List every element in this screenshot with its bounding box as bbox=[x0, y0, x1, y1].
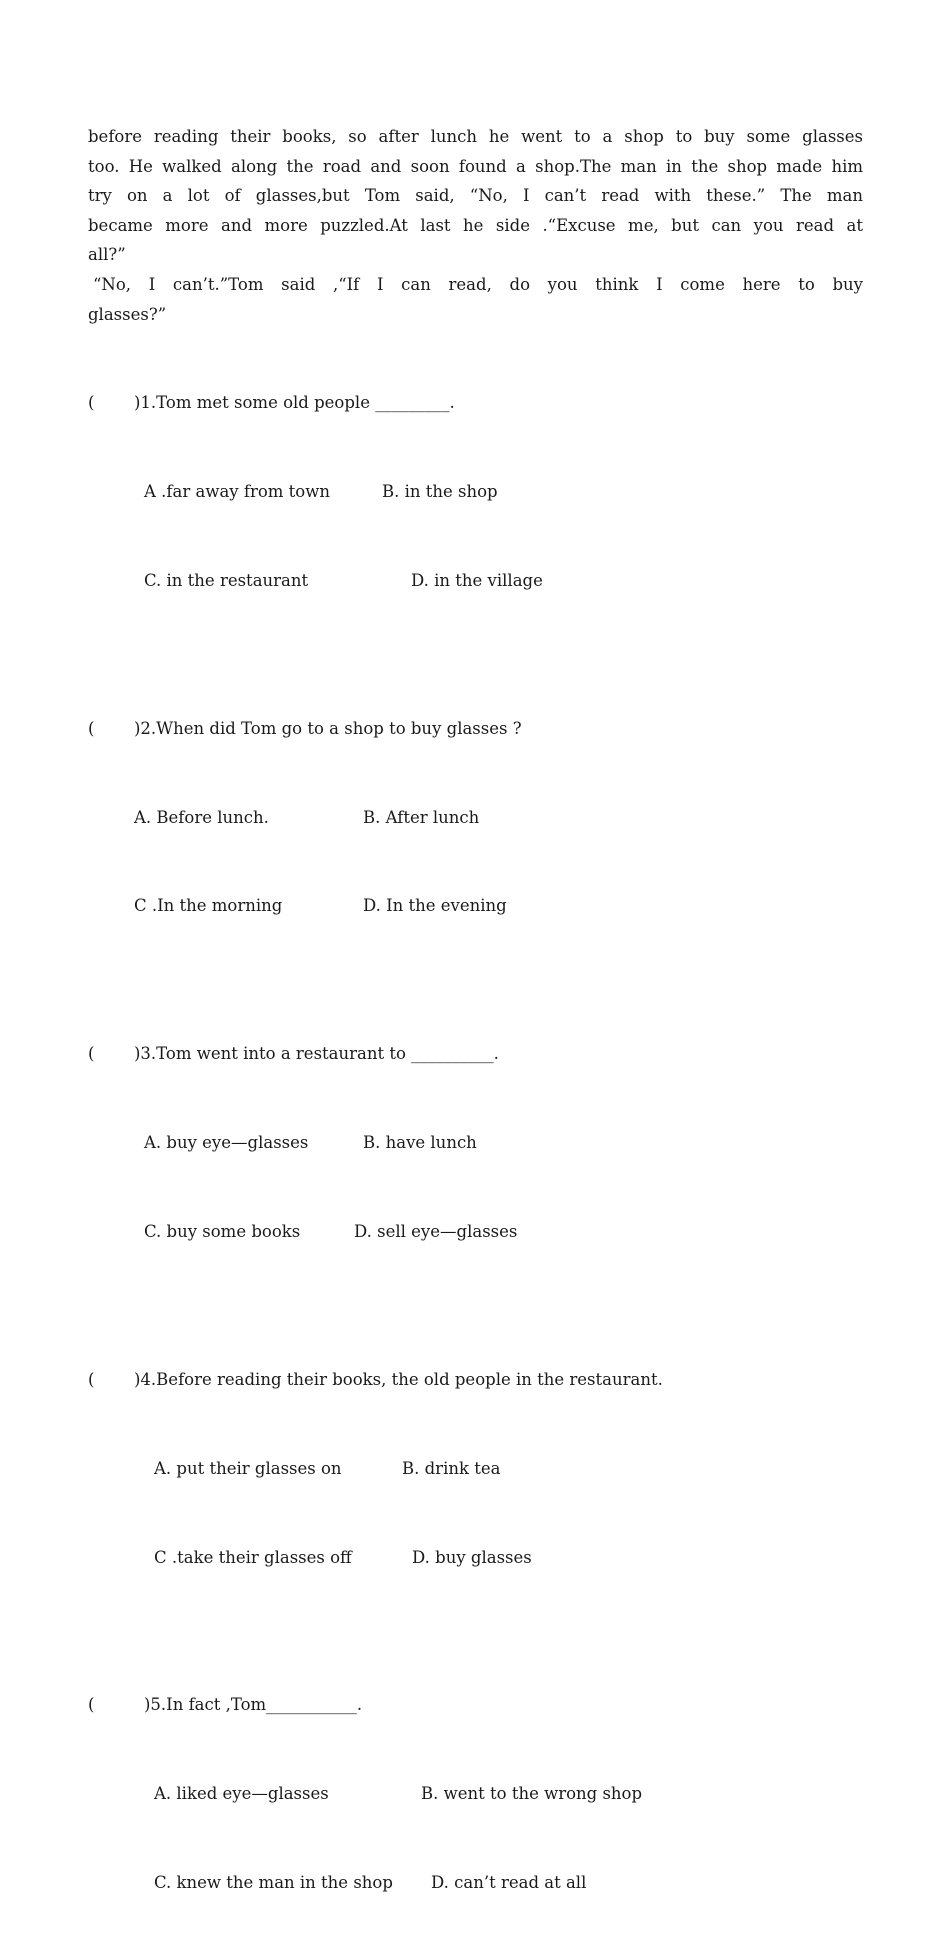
option-a[interactable]: A. put their glasses on bbox=[154, 1458, 342, 1478]
option-c[interactable]: C .In the morning bbox=[134, 896, 283, 916]
option-b[interactable]: B. have lunch bbox=[363, 1133, 477, 1153]
option-d[interactable]: D. in the village bbox=[411, 570, 543, 590]
question-text: )4.Before reading their books, the old people in the restaurant. bbox=[134, 1369, 663, 1389]
question-stem bbox=[88, 714, 863, 744]
options-row bbox=[88, 891, 863, 921]
option-b[interactable]: B. drink tea bbox=[402, 1458, 501, 1478]
question-text: )1.Tom met some old people _________. bbox=[134, 393, 455, 413]
answer-bracket[interactable]: ( bbox=[88, 1369, 95, 1389]
question-1 bbox=[88, 329, 863, 655]
question-stem bbox=[88, 1365, 863, 1395]
option-d[interactable]: D. sell eye—glasses bbox=[354, 1221, 518, 1241]
question-stem bbox=[88, 1690, 863, 1720]
option-a[interactable]: A. Before lunch. bbox=[134, 807, 269, 827]
question-text: )5.In fact ,Tom___________. bbox=[144, 1695, 363, 1715]
answer-bracket[interactable]: ( bbox=[88, 718, 95, 738]
question-2 bbox=[88, 655, 863, 981]
question-stem bbox=[88, 1039, 863, 1069]
answer-bracket[interactable]: ( bbox=[88, 393, 95, 413]
options-row bbox=[88, 1128, 863, 1158]
question-3 bbox=[88, 980, 863, 1306]
option-d[interactable]: D. can’t read at all bbox=[431, 1873, 587, 1893]
reading-passage bbox=[88, 122, 863, 329]
passage-line: too. He walked along the road and soon found a shop.The man in the shop made him bbox=[88, 156, 863, 176]
passage-line: try on a lot of glasses,but Tom said, “No, I can’t read with these.” The man bbox=[88, 186, 863, 206]
passage-line: all?” bbox=[88, 245, 126, 265]
answer-bracket[interactable]: ( bbox=[88, 1695, 95, 1715]
passage-line: before reading their books, so after lunch he went to a shop to buy some glasses bbox=[88, 127, 863, 146]
question-5 bbox=[88, 1631, 863, 1957]
option-c[interactable]: C. knew the man in the shop bbox=[154, 1873, 393, 1893]
option-a[interactable]: A. buy eye—glasses bbox=[144, 1133, 309, 1153]
question-list bbox=[88, 329, 863, 1957]
options-row bbox=[88, 1868, 863, 1898]
question-text: )3.Tom went into a restaurant to __________. bbox=[134, 1044, 499, 1064]
options-row bbox=[88, 1779, 863, 1809]
passage-line: became more and more puzzled.At last he side .“Excuse me, but can you read at bbox=[88, 215, 863, 235]
option-a[interactable]: A. liked eye—glasses bbox=[154, 1784, 329, 1804]
question-stem bbox=[88, 388, 863, 418]
options-row bbox=[88, 1454, 863, 1484]
options-row bbox=[88, 803, 863, 833]
options-row bbox=[88, 566, 863, 596]
option-b[interactable]: B. in the shop bbox=[382, 482, 498, 502]
options-row bbox=[88, 477, 863, 507]
option-c[interactable]: C. in the restaurant bbox=[144, 570, 309, 590]
question-4 bbox=[88, 1306, 863, 1632]
option-a[interactable]: A .far away from town bbox=[144, 482, 330, 502]
passage-line: “No, I can’t.”Tom said ,“If I can read, do you think I come here to buy bbox=[93, 274, 863, 294]
options-row bbox=[88, 1217, 863, 1247]
option-d[interactable]: D. buy glasses bbox=[412, 1547, 532, 1567]
options-row bbox=[88, 1543, 863, 1573]
option-b[interactable]: B. After lunch bbox=[363, 807, 480, 827]
option-b[interactable]: B. went to the wrong shop bbox=[421, 1784, 643, 1804]
worksheet-page bbox=[88, 122, 863, 1957]
passage-line: glasses?” bbox=[88, 304, 167, 324]
answer-bracket[interactable]: ( bbox=[88, 1044, 95, 1064]
option-c[interactable]: C. buy some books bbox=[144, 1221, 301, 1241]
option-d[interactable]: D. In the evening bbox=[363, 896, 507, 916]
option-c[interactable]: C .take their glasses off bbox=[154, 1547, 352, 1567]
question-text: )2.When did Tom go to a shop to buy glasses ? bbox=[134, 718, 522, 738]
